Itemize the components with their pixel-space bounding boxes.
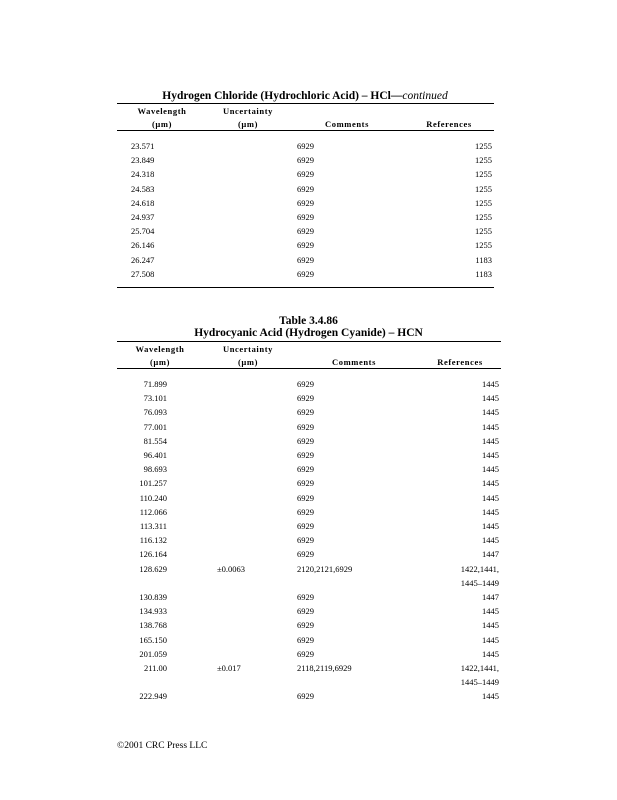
table2-header-wavelength-unit: (µm) <box>149 357 171 367</box>
cell-wavelength: 71.899 <box>143 379 167 389</box>
cell-comments: 6929 <box>297 549 314 560</box>
cell-references: 1445 <box>482 634 499 645</box>
cell-references-continued: 1445–1449 <box>460 577 499 588</box>
cell-comments: 6929 <box>297 141 314 151</box>
cell-references: 1445 <box>482 521 499 531</box>
cell-references: 1422,1441, <box>460 563 499 574</box>
table1-header-rule <box>117 130 494 131</box>
cell-wavelength: 96.401 <box>143 450 167 460</box>
cell-comments: 6929 <box>297 169 314 180</box>
table1-header-wavelength-unit: (µm) <box>151 119 173 129</box>
cell-comments: 2118,2119,6929 <box>297 663 352 673</box>
cell-comments: 6929 <box>297 648 314 659</box>
cell-wavelength: 81.554 <box>143 435 167 446</box>
table1-title <box>117 90 493 103</box>
cell-comments: 6929 <box>297 254 314 265</box>
cell-wavelength: 128.629 <box>139 563 167 574</box>
cell-wavelength: 222.949 <box>139 691 167 702</box>
cell-comments: 6929 <box>297 464 314 475</box>
cell-comments: 6929 <box>297 506 314 517</box>
cell-references: 1422,1441, <box>460 663 499 673</box>
table2-header-references: References <box>437 357 483 367</box>
cell-wavelength: 138.768 <box>139 620 167 631</box>
table1-header-references: References <box>426 119 472 129</box>
cell-wavelength: 110.240 <box>139 492 167 503</box>
cell-references: 1255 <box>475 226 492 237</box>
table2-header-uncertainty-unit: (µm) <box>237 357 259 367</box>
table2-header-comments: Comments <box>332 357 376 367</box>
cell-references: 1445 <box>482 620 499 631</box>
cell-wavelength: 126.164 <box>139 549 167 560</box>
cell-comments: 6929 <box>297 212 314 222</box>
cell-wavelength: 24.318 <box>131 169 155 180</box>
cell-comments: 6929 <box>297 155 314 166</box>
cell-comments: 6929 <box>297 535 314 546</box>
cell-comments: 6929 <box>297 521 314 531</box>
cell-comments: 6929 <box>297 592 314 602</box>
cell-comments: 6929 <box>297 197 314 208</box>
cell-comments: 6929 <box>297 226 314 237</box>
cell-references: 1255 <box>475 141 492 151</box>
cell-wavelength: 24.937 <box>131 212 155 222</box>
cell-uncertainty: ±0.017 <box>217 663 241 673</box>
table1-header-uncertainty-unit: (µm) <box>237 119 259 129</box>
cell-wavelength: 24.618 <box>131 197 155 208</box>
cell-comments: 6929 <box>297 268 314 279</box>
cell-wavelength: 130.839 <box>139 592 167 602</box>
cell-references: 1255 <box>475 240 492 251</box>
cell-references: 1445 <box>482 435 499 446</box>
cell-comments: 6929 <box>297 606 314 617</box>
cell-comments: 6929 <box>297 393 314 404</box>
cell-wavelength: 26.247 <box>131 254 155 265</box>
cell-references: 1445 <box>482 492 499 503</box>
table1-title-main: Hydrogen Chloride (Hydrochloric Acid) – HCl— <box>162 90 403 102</box>
cell-references: 1255 <box>475 169 492 180</box>
table2-top-rule <box>117 341 501 342</box>
cell-references: 1445 <box>482 407 499 418</box>
cell-comments: 6929 <box>297 183 314 194</box>
cell-wavelength: 25.704 <box>131 226 155 237</box>
copyright-footer: ©2001 CRC Press LLC <box>117 741 208 751</box>
cell-wavelength: 73.101 <box>143 393 167 404</box>
cell-wavelength: 101.257 <box>139 478 167 489</box>
cell-references: 1445 <box>482 535 499 546</box>
cell-wavelength: 211.00 <box>143 663 167 673</box>
table2-header-uncertainty: Uncertainty <box>222 344 274 354</box>
cell-references: 1183 <box>475 268 492 279</box>
cell-wavelength: 201.059 <box>139 648 167 659</box>
cell-references: 1445 <box>482 464 499 475</box>
table2-header-wavelength: Wavelength <box>135 344 185 354</box>
cell-references: 1447 <box>482 549 499 560</box>
cell-comments: 6929 <box>297 620 314 631</box>
cell-references: 1445 <box>482 379 499 389</box>
cell-references: 1445 <box>482 393 499 404</box>
cell-wavelength: 98.693 <box>143 464 167 475</box>
cell-comments: 6929 <box>297 407 314 418</box>
cell-references: 1447 <box>482 592 499 602</box>
table2-number: Table 3.4.86 <box>279 315 338 327</box>
cell-references: 1255 <box>475 155 492 166</box>
cell-comments: 2120,2121,6929 <box>297 563 353 574</box>
cell-references: 1445 <box>482 606 499 617</box>
cell-references: 1445 <box>482 478 499 489</box>
cell-references: 1255 <box>475 212 492 222</box>
table1-header-uncertainty: Uncertainty <box>222 106 274 116</box>
table1-title-continued: continued <box>402 90 448 102</box>
cell-uncertainty: ±0.0063 <box>217 563 246 574</box>
cell-comments: 6929 <box>297 450 314 460</box>
cell-references-continued: 1445–1449 <box>460 677 499 688</box>
cell-wavelength: 165.150 <box>139 634 167 645</box>
cell-comments: 6929 <box>297 435 314 446</box>
cell-references: 1255 <box>475 183 492 194</box>
cell-references: 1445 <box>482 421 499 432</box>
cell-comments: 6929 <box>297 478 314 489</box>
table2-header-rule <box>117 368 501 369</box>
cell-comments: 6929 <box>297 691 314 702</box>
cell-references: 1445 <box>482 506 499 517</box>
cell-wavelength: 116.132 <box>139 535 167 546</box>
cell-wavelength: 113.311 <box>140 521 167 531</box>
cell-wavelength: 23.571 <box>131 141 155 151</box>
cell-wavelength: 27.508 <box>131 268 155 279</box>
cell-wavelength: 23.849 <box>131 155 155 166</box>
table1-bottom-rule <box>117 287 494 288</box>
table2-title: Hydrocyanic Acid (Hydrogen Cyanide) – HCN <box>194 327 423 339</box>
cell-wavelength: 112.066 <box>139 506 167 517</box>
cell-wavelength: 134.933 <box>139 606 167 617</box>
cell-references: 1255 <box>475 197 492 208</box>
cell-references: 1445 <box>482 450 499 460</box>
cell-wavelength: 24.583 <box>131 183 155 194</box>
cell-comments: 6929 <box>297 379 314 389</box>
cell-references: 1183 <box>475 254 492 265</box>
table1-top-rule <box>117 103 494 104</box>
table1-header-wavelength: Wavelength <box>137 106 187 116</box>
cell-wavelength: 76.093 <box>143 407 167 418</box>
cell-comments: 6929 <box>297 634 314 645</box>
cell-comments: 6929 <box>297 240 314 251</box>
cell-comments: 6929 <box>297 421 314 432</box>
cell-wavelength: 77.001 <box>143 421 167 432</box>
cell-wavelength: 26.146 <box>131 240 155 251</box>
table1-header-comments: Comments <box>325 119 369 129</box>
cell-comments: 6929 <box>297 492 314 503</box>
cell-references: 1445 <box>482 691 499 702</box>
cell-references: 1445 <box>482 648 499 659</box>
